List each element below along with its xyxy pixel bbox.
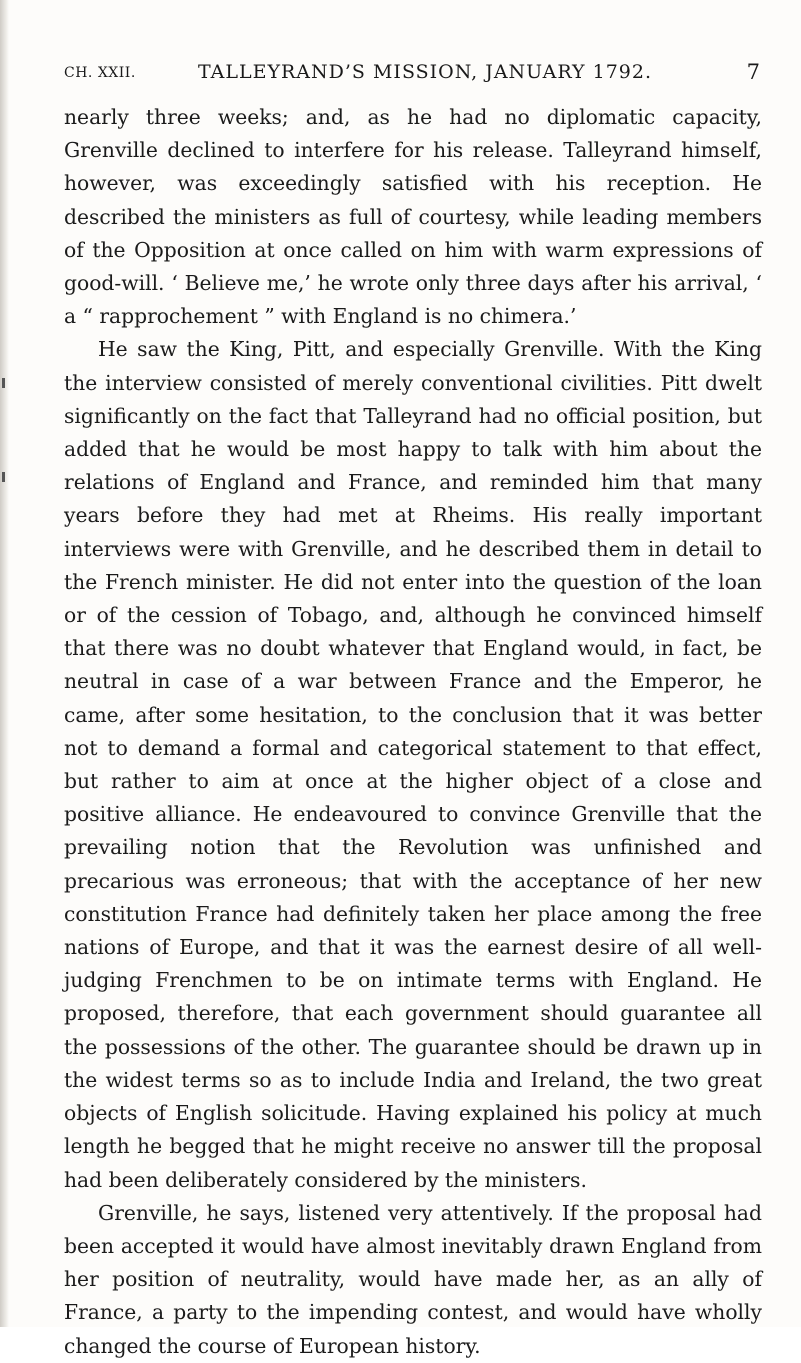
margin-mark [2, 472, 5, 482]
margin-mark [2, 378, 5, 388]
page-number: 7 [746, 60, 760, 84]
paragraph: He saw the King, Pitt, and especially Grenville. With the King the interview consisted of merely conventional civilities. Pitt dwelt significantly on the fact that Talleyrand had no official position, but added that he would be most happy to talk with him about the relations of England and France, and reminded him that many years before they had met at Rheims. His really important interviews were with Grenville, and he described them in detail to the French minister. He did not enter into the question of the loan or of the cession of Tobago, and, although he convinced himself that there was no doubt whatever that England would, in fact, be neutral in case of a war between France and the Emperor, he came, after some hesitation, to the conclusion that it was better not to demand a formal and categorical statement to that effect, but rather to aim at once at the higher object of a close and positive alliance. He endeavoured to convince Grenville that the prevailing notion that the Revolution was unfinished and precarious was erroneous; that with the acceptance of her new constitution France had definitely taken her place among the free nations of Europe, and that it was the earnest desire of all well-judging Frenchmen to be on intimate terms with England. He proposed, therefore, that each government should guarantee all the possessions of the other. The guarantee should be drawn up in the widest terms so as to include India and Ireland, the two great objects of English solicitude. Having explained his policy at much length he begged that he might receive no answer till the proposal had been deliberately considered by the ministers. [64, 337, 762, 1192]
paragraph: Grenville, he says, listened very attentively. If the proposal had been accepted it would have almost inevitably drawn England from her position of neutrality, would have made her, as an ally of France, a party to the impending contest, and would have wholly changed the course of European history. [64, 1200, 762, 1358]
running-title: TALLEYRAND’S MISSION, JANUARY 1792. [198, 61, 653, 83]
binding-edge [0, 0, 9, 1327]
paragraph: nearly three weeks; and, as he had no diplomatic capacity, Grenville declined to interfere for his release. Talleyrand himself, however, was exceedingly satisfied with his reception. He described the ministers as full of courtesy, while leading members of the Opposition at once called on him with warm expressions of good-will. ‘ Believe me,’ he wrote only three days after his arrival, ‘ a “ rapprochement ” with England is no chimera.’ [64, 105, 762, 329]
chapter-label: CH. XXII. [64, 65, 136, 81]
running-head [64, 60, 760, 90]
body-text [64, 101, 762, 1363]
